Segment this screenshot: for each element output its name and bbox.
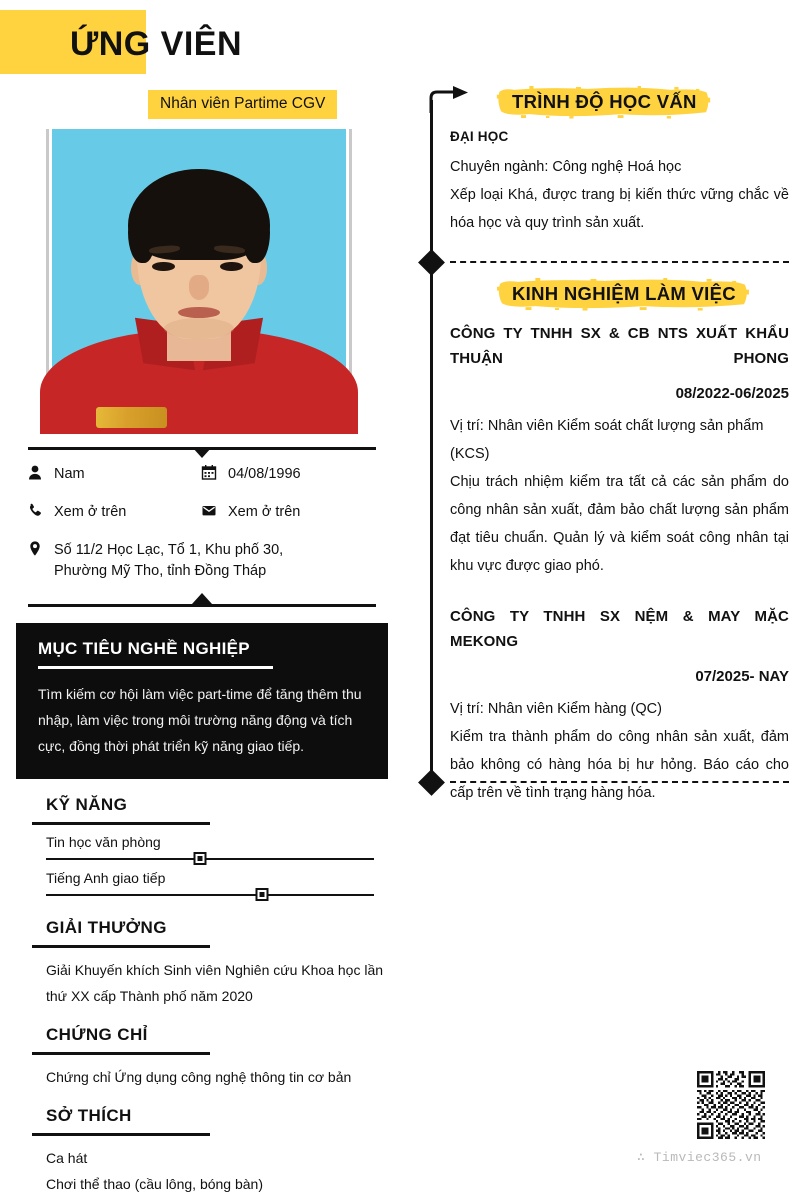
page-title: ỨNG VIÊN: [70, 25, 243, 63]
heading-underline: [38, 666, 273, 669]
candidate-photo: [52, 129, 346, 434]
email-icon: [202, 502, 228, 518]
education-degree: ĐẠI HỌC: [450, 129, 509, 144]
career-objective-section: [16, 623, 388, 779]
hobbies-heading: SỞ THÍCH: [46, 1105, 132, 1125]
contact-divider-top: [28, 442, 376, 454]
timeline-marker: [418, 249, 445, 276]
calendar-icon: [202, 464, 228, 480]
job-company: CÔNG TY TNHH SX NỆM & MAY MẶC MEKONG: [450, 608, 789, 650]
address-line-1: Số 11/2 Học Lạc, Tổ 1, Khu phố 30,: [54, 542, 284, 558]
contact-gender: [28, 464, 202, 485]
experience-heading: KINH NGHIỆM LÀM VIỆC: [512, 283, 736, 304]
skills-list: [46, 834, 388, 902]
experience-section: [450, 278, 789, 807]
person-icon: [28, 464, 54, 480]
education-heading: TRÌNH ĐỘ HỌC VẤN: [512, 91, 697, 112]
contact-row: [28, 502, 376, 523]
left-column: [0, 90, 404, 1197]
skill-slider[interactable]: [46, 852, 374, 866]
contact-block: [28, 464, 376, 582]
contact-address: [28, 540, 376, 582]
job-description: Kiểm tra thành phẩm do công nhân sản xuất, đảm bảo không có hàng hóa bị hư hỏng. Báo cáo cho cấp trên về tình trạng hàng hóa.: [450, 729, 789, 801]
heading-underline: [32, 822, 210, 825]
phone-value: Xem ở trên: [54, 504, 127, 520]
skill-label: Tiếng Anh giao tiếp: [46, 869, 166, 886]
birthdate-value: 04/08/1996: [228, 466, 301, 482]
contact-phone: [28, 502, 202, 523]
career-objective-text: Tìm kiếm cơ hội làm việc part-time để tăng thêm thu nhập, làm việc trong môi trường năng động và tích cực, đồng thời phát triển kỹ năng giao tiếp.: [38, 685, 362, 754]
heading-underline: [32, 945, 210, 948]
career-objective-heading: MỤC TIÊU NGHỀ NGHIỆP: [38, 639, 250, 658]
timeline-separator: [450, 261, 789, 263]
experience-heading-badge: [496, 278, 752, 311]
gender-value: Nam: [54, 466, 85, 482]
awards-heading: GIẢI THƯỞNG: [46, 917, 167, 937]
timeline-marker: [418, 769, 445, 796]
role-badge: Nhân viên Partime CGV: [148, 90, 337, 119]
education-detail: Xếp loại Khá, được trang bị kiến thức vững chắc về hóa học và quy trình sản xuất.: [450, 187, 789, 231]
skill-slider[interactable]: [46, 888, 374, 902]
experience-job: [450, 604, 789, 807]
contact-birthdate: [202, 464, 376, 485]
certificates-text: Chứng chỉ Ứng dụng công nghệ thông tin cơ bản: [46, 1068, 352, 1085]
job-date: 07/2025- NAY: [695, 668, 789, 685]
education-major: Chuyên ngành: Công nghệ Hoá học: [450, 159, 682, 175]
education-section: [450, 86, 789, 237]
skills-heading: KỸ NĂNG: [46, 794, 128, 814]
timeline-line: [430, 100, 433, 790]
skill-item: [46, 870, 388, 902]
hobby-item: Chơi thể thao (cầu lông, bóng bàn): [46, 1175, 263, 1192]
job-company: CÔNG TY TNHH SX & CB NTS XUẤT KHẨU THUẬN PHONG: [450, 325, 789, 367]
contact-divider-bottom: [28, 599, 376, 611]
education-body: [450, 129, 789, 237]
skill-item: [46, 834, 388, 866]
certificates-heading: CHỨNG CHỈ: [46, 1024, 148, 1044]
education-heading-badge: [496, 86, 713, 119]
watermark: ∴ Timviec365.vn: [637, 1150, 762, 1165]
address-value: [54, 540, 283, 582]
address-line-2: Phường Mỹ Tho, tỉnh Đồng Tháp: [54, 563, 267, 579]
phone-icon: [28, 502, 54, 518]
hobby-item: Ca hát: [46, 1149, 88, 1166]
heading-underline: [32, 1133, 210, 1136]
email-value: Xem ở trên: [228, 504, 301, 520]
job-date: 08/2022-06/2025: [675, 385, 789, 402]
location-pin-icon: [28, 540, 54, 556]
right-column: [404, 0, 811, 1175]
contact-email: [202, 502, 376, 523]
contact-row: [28, 464, 376, 485]
job-position: Vị trí: Nhân viên Kiểm soát chất lượng sản phẩm (KCS): [450, 418, 764, 462]
job-description: Chịu trách nhiệm kiểm tra tất cả các sản phẩm do công nhân sản xuất, đảm bảo chất lượng sản phẩm đạt tiêu chuẩn. Quản lý và kiểm soát công nhân tại khu vực được giao phó.: [450, 474, 789, 574]
contact-row: [28, 540, 376, 582]
job-position: Vị trí: Nhân viên Kiểm hàng (QC): [450, 701, 662, 717]
experience-job: [450, 321, 789, 580]
awards-section: [16, 918, 388, 1009]
qr-code-icon[interactable]: [697, 1071, 765, 1139]
skill-slider-handle[interactable]: [256, 888, 269, 901]
skill-label: Tin học văn phòng: [46, 833, 161, 850]
hobbies-section: [16, 1106, 388, 1197]
awards-text: Giải Khuyến khích Sinh viên Nghiên cứu Khoa học lần thứ XX cấp Thành phố năm 2020: [46, 961, 384, 1004]
skills-section: [16, 795, 388, 902]
certificates-section: [16, 1025, 388, 1090]
avatar: [46, 129, 352, 434]
heading-underline: [32, 1052, 210, 1055]
skill-slider-handle[interactable]: [194, 852, 207, 865]
